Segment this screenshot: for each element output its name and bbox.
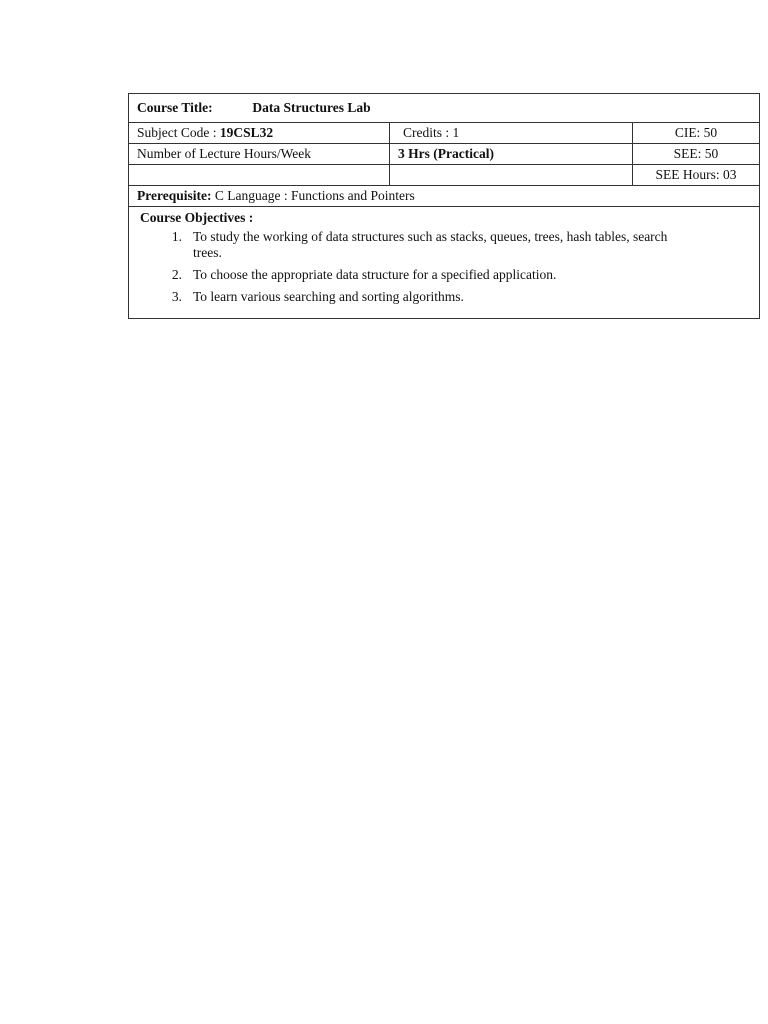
list-item-text: To choose the appropriate data structure for a specified application.	[193, 267, 557, 283]
subject-code-label: Subject Code :	[137, 124, 217, 140]
course-title-value: Data Structures Lab	[252, 99, 371, 115]
lecture-hours-value: 3 Hrs (Practical)	[390, 144, 633, 165]
empty-cell	[129, 165, 390, 186]
list-item-text: To study the working of data structures such as stacks, queues, trees, hash tables, search trees.	[193, 228, 668, 261]
prerequisite-value: C Language : Functions and Pointers	[214, 187, 415, 203]
list-item-number: 3.	[171, 289, 182, 305]
see-hours-row	[129, 165, 760, 186]
list-item	[140, 289, 751, 305]
objectives-row	[129, 207, 760, 319]
lecture-hours-label: Number of Lecture Hours/Week	[129, 144, 390, 165]
objectives-list	[140, 229, 751, 306]
prerequisite-row	[129, 186, 760, 207]
list-item-text: To learn various searching and sorting algorithms.	[193, 289, 464, 305]
list-item-number: 2.	[171, 267, 182, 283]
subject-code-cell	[129, 123, 390, 144]
objectives-heading: Course Objectives :	[140, 210, 254, 225]
see-hours-cell: SEE Hours: 03	[633, 165, 760, 186]
cie-cell: CIE: 50	[633, 123, 760, 144]
list-item-number: 1.	[171, 228, 182, 244]
course-details-table	[128, 93, 760, 319]
objectives-cell	[129, 207, 760, 319]
prerequisite-label: Prerequisite:	[137, 187, 212, 203]
subject-code-row	[129, 123, 760, 144]
prerequisite-cell	[129, 186, 760, 207]
list-item	[140, 267, 751, 283]
course-title-label: Course Title:	[137, 99, 213, 115]
lecture-hours-row	[129, 144, 760, 165]
course-title-cell	[129, 94, 760, 123]
empty-cell	[390, 165, 633, 186]
list-item	[140, 229, 751, 261]
subject-code-value: 19CSL32	[219, 124, 274, 140]
course-title-row	[129, 94, 760, 123]
credits-cell: Credits : 1	[390, 123, 633, 144]
see-cell: SEE: 50	[633, 144, 760, 165]
